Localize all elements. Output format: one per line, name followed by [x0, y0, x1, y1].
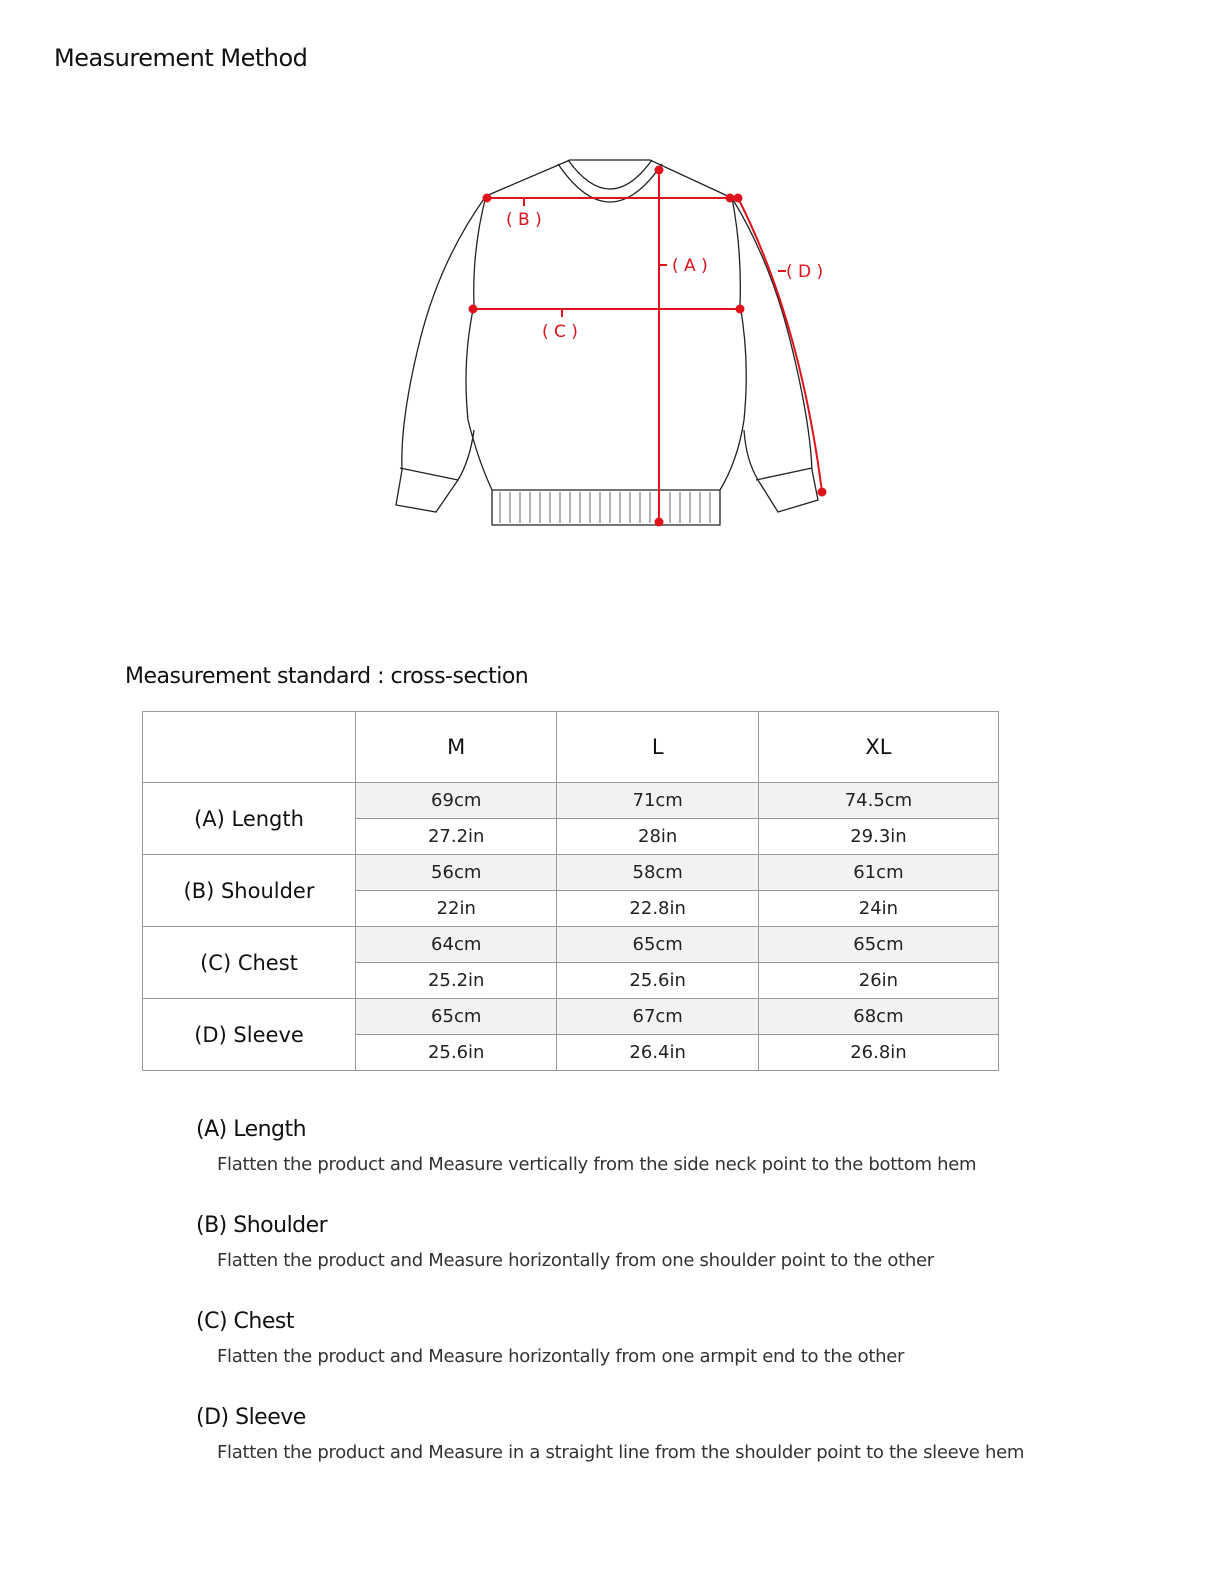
description-text: Flatten the product and Measure horizontally from one armpit end to the other	[217, 1346, 905, 1367]
sweatshirt-diagram	[380, 140, 850, 540]
size-l: L	[557, 712, 758, 783]
cell: 65cm	[557, 927, 758, 963]
header-corner	[143, 712, 356, 783]
cell: 64cm	[356, 927, 557, 963]
size-header-row	[143, 712, 999, 783]
description-sleeve	[196, 1405, 1024, 1463]
label-d: ( D )	[786, 262, 824, 282]
cell: 56cm	[356, 855, 557, 891]
cell: 67cm	[557, 999, 758, 1035]
description-heading: (C) Chest	[196, 1309, 294, 1334]
cell: 25.6in	[557, 963, 758, 999]
cell: 26.8in	[758, 1035, 998, 1071]
description-length	[196, 1117, 976, 1175]
sweatshirt-outline-icon	[396, 160, 818, 525]
cell: 22.8in	[557, 891, 758, 927]
row-label: (D) Sleeve	[143, 999, 356, 1071]
table-row	[143, 999, 999, 1035]
row-label: (A) Length	[143, 783, 356, 855]
cell: 22in	[356, 891, 557, 927]
cell: 74.5cm	[758, 783, 998, 819]
row-label: (B) Shoulder	[143, 855, 356, 927]
description-text: Flatten the product and Measure in a straight line from the shoulder point to the sleeve hem	[217, 1442, 1025, 1463]
label-b: ( B )	[506, 210, 542, 230]
description-heading: (A) Length	[196, 1117, 307, 1142]
row-label: (C) Chest	[143, 927, 356, 999]
cell: 24in	[758, 891, 998, 927]
hem-rib-pattern	[500, 492, 710, 523]
cell: 65cm	[356, 999, 557, 1035]
size-table	[142, 711, 999, 1071]
label-a: ( A )	[672, 256, 708, 276]
cell: 69cm	[356, 783, 557, 819]
description-chest	[196, 1309, 904, 1367]
description-shoulder	[196, 1213, 934, 1271]
cell: 58cm	[557, 855, 758, 891]
description-heading: (B) Shoulder	[196, 1213, 328, 1238]
cell: 25.2in	[356, 963, 557, 999]
description-text: Flatten the product and Measure vertically from the side neck point to the bottom hem	[217, 1154, 977, 1175]
measure-line-d	[738, 198, 822, 492]
cell: 61cm	[758, 855, 998, 891]
table-row	[143, 783, 999, 819]
label-c: ( C )	[542, 322, 578, 342]
table-row	[143, 855, 999, 891]
cell: 25.6in	[356, 1035, 557, 1071]
page-title: Measurement Method	[54, 44, 308, 72]
size-m: M	[356, 712, 557, 783]
cell: 68cm	[758, 999, 998, 1035]
cell: 71cm	[557, 783, 758, 819]
size-xl: XL	[758, 712, 998, 783]
cell: 28in	[557, 819, 758, 855]
cell: 26in	[758, 963, 998, 999]
table-row	[143, 927, 999, 963]
description-heading: (D) Sleeve	[196, 1405, 306, 1430]
cell: 65cm	[758, 927, 998, 963]
cell: 27.2in	[356, 819, 557, 855]
cell: 26.4in	[557, 1035, 758, 1071]
description-text: Flatten the product and Measure horizontally from one shoulder point to the other	[217, 1250, 934, 1271]
cell: 29.3in	[758, 819, 998, 855]
measurement-standard-title: Measurement standard : cross-section	[125, 664, 529, 689]
